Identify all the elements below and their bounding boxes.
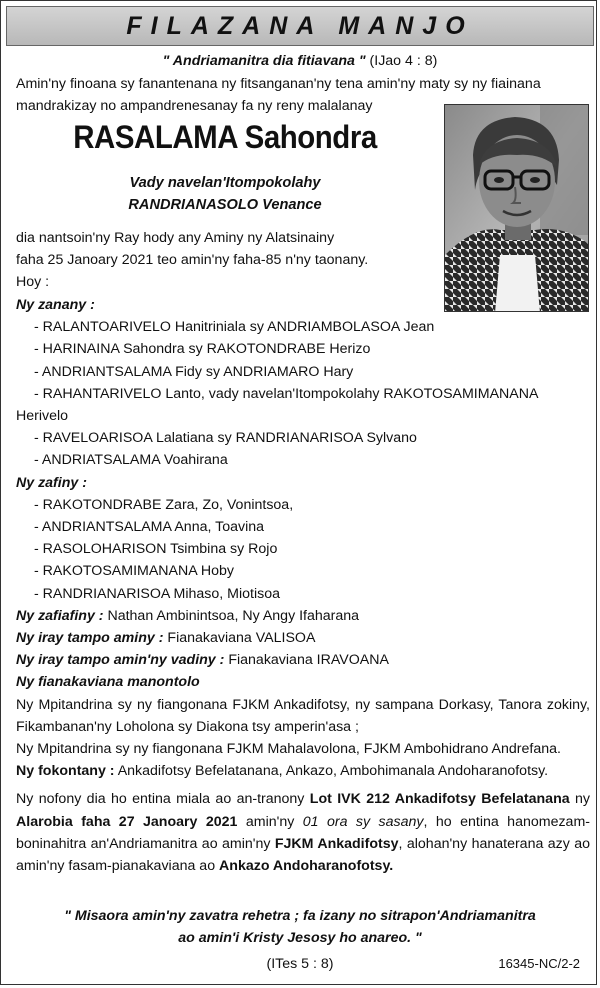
closing-ref: (ITes 5 : 8): [266, 956, 334, 972]
children-item: - ANDRIANTSALAMA Fidy sy ANDRIAMARO Hary: [34, 363, 354, 380]
children-item: - ANDRIATSALAMA Voahirana: [34, 452, 228, 469]
grandchildren-item: - RASOLOHARISON Tsimbina sy Rojo: [34, 541, 278, 558]
burial-paragraph: [16, 788, 590, 877]
verse-text: " Andriamanitra dia fitiavana ": [162, 53, 366, 69]
grandchildren-item: - RANDRIANARISOA Mihaso, Miotisoa: [34, 585, 280, 602]
burial-text: , alohan'ny hanaterana azy ao amin'ny fasam-pianakaviana ao: [16, 835, 591, 875]
children-item: - RAVELOARISOA Lalatiana sy RANDRIANARISOA Sylvano: [34, 430, 417, 447]
reference-code: 16345-NC/2-2: [498, 956, 580, 971]
children-item: - RALANTOARIVELO Hanitriniala sy ANDRIAMBOLASOA Jean: [34, 319, 435, 336]
burial-text: Ny nofony dia ho entina miala ao an-tranony: [16, 791, 310, 808]
death-notice: [16, 227, 436, 294]
grandchildren-item: - RAKOTONDRABE Zara, Zo, Vonintsoa,: [34, 496, 294, 513]
portrait-photo: [444, 104, 589, 312]
burial-text: amin'ny: [237, 813, 303, 830]
opening-verse: [0, 50, 600, 72]
burial-date: Alarobia faha 27 Janoary 2021: [16, 813, 238, 830]
deceased-name: RASALAMA Sahondra: [73, 119, 377, 155]
fokontany-heading: Ny fokontany :: [16, 763, 115, 780]
children-item: - RAHANTARIVELO Lanto, vady navelan'Itompokolahy RAKOTOSAMIMANANA: [34, 385, 539, 402]
death-notice-line-3: Hoy :: [16, 274, 50, 291]
portrait-illustration: [445, 105, 589, 312]
burial-text: , ho entina hanomezam-boninahitra an'Andriamanitra ao amin'ny: [16, 813, 590, 852]
children-item-continuation: Herivelo: [16, 408, 69, 425]
related-paragraph-1: Ny Mpitandrina sy ny fiangonana FJKM Ankadifotsy, ny sampana Dorkasy, Tanora zokiny, Fikambanan'ny Loholona sy Diakona tsy amperin'asa ;: [16, 696, 590, 735]
siblings-text: Fianakaviana VALISOA: [167, 630, 316, 647]
spouse-siblings-heading: Ny iray tampo amin'ny vadiny :: [16, 652, 225, 669]
grandchildren-item: - ANDRIANTSALAMA Anna, Toavina: [34, 519, 264, 536]
fokontany-line: [16, 760, 590, 782]
siblings-line: [16, 627, 590, 649]
children-heading: Ny zanany :: [16, 297, 95, 313]
burial-house-address: Lot IVK 212 Ankadifotsy Befelatanana: [309, 791, 570, 808]
spouse-siblings-line: [16, 649, 590, 671]
death-notice-line-2: faha 25 Janoary 2021 teo amin'ny faha-85 n'ny taonany.: [16, 252, 369, 269]
burial-church: FJKM Ankadifotsy: [274, 835, 399, 852]
grandchildren-heading: Ny zafiny :: [16, 474, 87, 491]
family-section: [16, 294, 590, 877]
death-notice-line-1: dia nantsoin'ny Ray hody any Aminy ny Alatsinainy: [16, 230, 335, 246]
related-heading: Ny fianakaviana manontolo: [16, 674, 200, 691]
siblings-heading: Ny iray tampo aminy :: [16, 630, 164, 647]
great-grandchildren-line: [16, 605, 590, 627]
burial-time: 01 ora sy sasany: [302, 813, 424, 830]
spouse-siblings-text: Fianakaviana IRAVOANA: [228, 652, 389, 669]
spouse-info: [20, 172, 430, 216]
header-title: FILAZANA MANJO: [126, 11, 474, 40]
spouse-line-1: Vady navelan'Itompokolahy: [129, 175, 321, 191]
verse-ref: (IJao 4 : 8): [369, 53, 438, 69]
great-grandchildren-text: Nathan Ambinintsoa, Ny Angy Ifaharana: [107, 607, 360, 624]
related-paragraph-2: Ny Mpitandrina sy ny fiangonana FJKM Mahalavolona, FJKM Ambohidrano Andrefana.: [16, 741, 561, 758]
spouse-line-2: RANDRIANASOLO Venance: [128, 197, 322, 213]
intro-paragraph: Amin'ny finoana sy fanantenana ny fitsanganan'ny tena amin'ny maty sy ny fiainana mandrakizay no ampandrenesanay fa ny reny malalanay: [16, 76, 541, 115]
burial-text: ny: [569, 791, 590, 808]
closing-verse: [0, 905, 600, 949]
children-item: - HARINAINA Sahondra sy RAKOTONDRABE Herizo: [34, 341, 371, 358]
grandchildren-item: - RAKOTOSAMIMANANA Hoby: [34, 563, 234, 580]
closing-line-1: " Misaora amin'ny zavatra rehetra ; fa izany no sitrapon'Andriamanitra: [64, 908, 536, 924]
great-grandchildren-heading: Ny zafiafiny :: [16, 607, 104, 624]
fokontany-text: Ankadifotsy Befelatanana, Ankazo, Ambohimanala Andoharanofotsy.: [117, 763, 549, 780]
closing-line-2: ao amin'i Kristy Jesosy ho anareo. ": [178, 930, 422, 947]
burial-cemetery: Ankazo Andoharanofotsy.: [219, 858, 394, 875]
notice-header: [6, 6, 594, 46]
